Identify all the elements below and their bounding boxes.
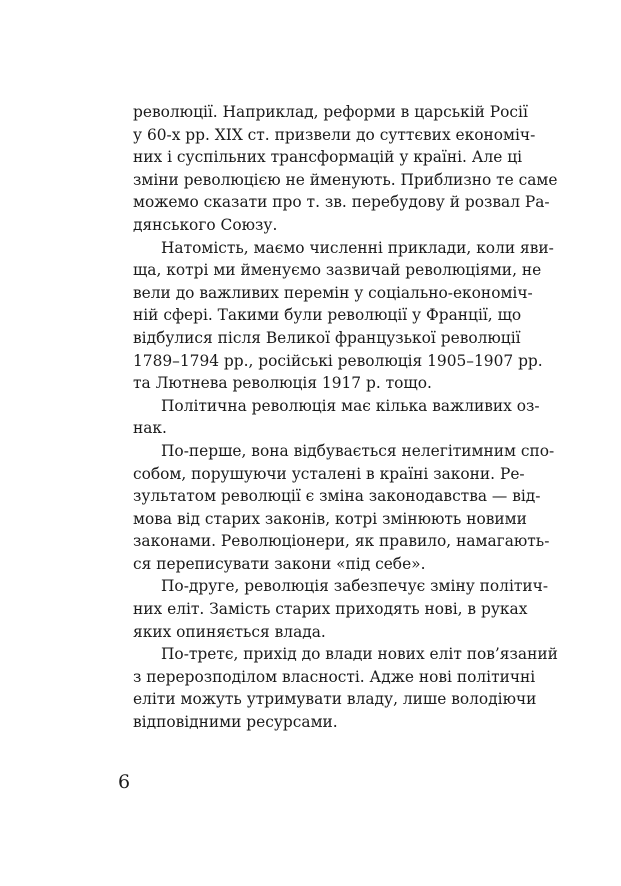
text-line: вели до важливих перемін у соціально-економіч- bbox=[133, 283, 533, 302]
text-line: них і суспільних трансформацій у країні. Але ці bbox=[133, 148, 523, 167]
text-line: революції. Наприклад, реформи в царській Росії bbox=[133, 103, 528, 121]
text-line: відповідними ресурсами. bbox=[133, 713, 338, 732]
text-line: законами. Революціонери, як правило, намагають- bbox=[133, 532, 550, 551]
text-line: з перерозподілом власності. Адже нові політичні bbox=[133, 667, 536, 686]
text-line: мова від старих законів, котрі змінюють новими bbox=[133, 509, 527, 528]
text-line: відбулися після Великої французької революції bbox=[133, 328, 521, 347]
text-line: еліти можуть утримувати владу, лише володіючи bbox=[133, 690, 537, 709]
text-line: них еліт. Замість старих приходять нові, в руках bbox=[133, 600, 528, 619]
text-line: 1789–1794 рр., російські революція 1905–1907 рр. bbox=[133, 351, 543, 370]
text-line: ща, котрі ми йменуємо зазвичай революціями, не bbox=[133, 261, 542, 280]
text-line: та Лютнева революція 1917 р. тощо. bbox=[133, 374, 432, 393]
body-text bbox=[133, 101, 558, 734]
text-line: у 60-х рр. XIX ст. призвели до суттєвих економіч- bbox=[133, 125, 536, 144]
text-line: зміни революцією не йменують. Приблизно те саме bbox=[133, 170, 558, 189]
text-line: яких опиняється влада. bbox=[133, 622, 326, 641]
text-line: можемо сказати про т. зв. перебудову й розвал Ра- bbox=[133, 193, 550, 212]
text-line: собом, порушуючи усталені в країні закони. Ре- bbox=[133, 464, 525, 483]
text-line: нак. bbox=[133, 419, 167, 438]
text-line: зультатом революції є зміна законодавства — від- bbox=[133, 487, 541, 506]
text-line: ній сфері. Такими були революції у Франції, що bbox=[133, 306, 522, 325]
page-number: 6 bbox=[118, 771, 131, 793]
text-line: дянського Союзу. bbox=[133, 215, 278, 234]
text-line: Натомість, маємо численні приклади, коли яви- bbox=[161, 238, 554, 257]
text-line: ся переписувати закони «під себе». bbox=[133, 554, 426, 573]
text-line: По-друге, революція забезпечує зміну політич- bbox=[161, 577, 549, 596]
text-line: По-третє, прихід до влади нових еліт пов’язаний bbox=[161, 645, 558, 664]
text-line: Політична революція має кілька важливих оз- bbox=[161, 396, 540, 415]
text-line: По-перше, вона відбувається нелегітимним спо- bbox=[161, 441, 555, 460]
